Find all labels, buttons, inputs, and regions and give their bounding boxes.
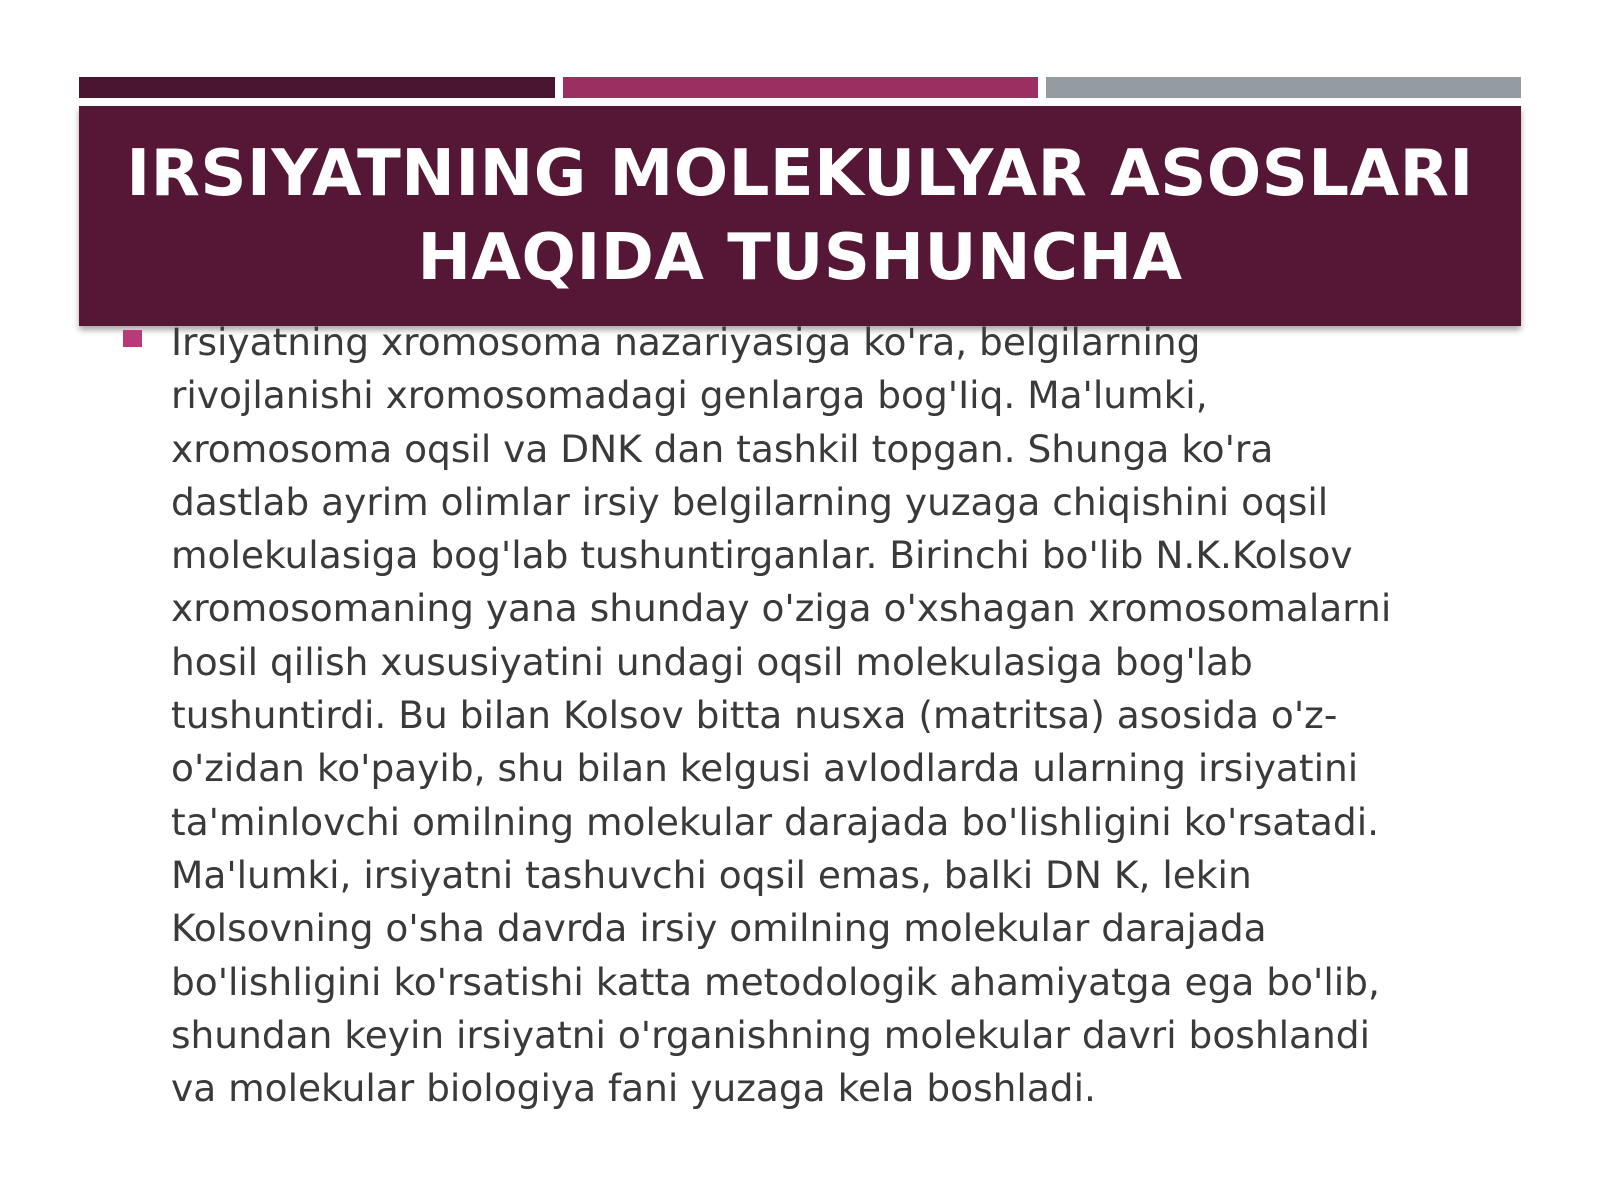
body-line: Ma'lumki, irsiyatni tashuvchi oqsil emas, balki DN K, lekin (171, 852, 1252, 897)
accent-bar-gray (1046, 77, 1521, 98)
body-line: molekulasiga bog'lab tushuntirganlar. Birinchi bo'lib N.K.Kolsov (171, 533, 1353, 578)
body-line: dastlab ayrim olimlar irsiy belgilarning yuzaga chiqishini oqsil (171, 479, 1329, 524)
body-paragraph (171, 316, 1536, 1115)
accent-bar-magenta (563, 77, 1038, 98)
body-line: xromosomaning yana shunday o'ziga o'xshagan xromosomalarni (171, 586, 1392, 631)
title-line: HAQIDA TUSHUNCHA (417, 221, 1183, 295)
body-line: xromosoma oqsil va DNK dan tashkil topgan. Shunga ko'ra (171, 426, 1274, 471)
slide-title (126, 132, 1473, 300)
body-line: bo'lishligini ko'rsatishi katta metodologik ahamiyatga ega bo'lib, (171, 959, 1380, 1004)
body-line: Irsiyatning xromosoma nazariyasiga ko'ra, belgilarning (171, 320, 1201, 364)
body-line: ta'minlovchi omilning molekular darajada bo'lishligini ko'rsatadi. (171, 799, 1380, 844)
body-line: hosil qilish xususiyatini undagi oqsil molekulasiga bog'lab (171, 639, 1253, 684)
body-line: va molekular biologiya fani yuzaga kela boshladi. (171, 1066, 1096, 1111)
body-line: o'zidan ko'payib, shu bilan kelgusi avlodlarda ularning irsiyatini (171, 746, 1359, 791)
bullet-square-icon (123, 330, 142, 347)
body-line: rivojlanishi xromosomadagi genlarga bog'Iiq. Ma'lumki, (171, 373, 1208, 418)
body-line: tushuntirdi. Bu bilan Kolsov bitta nusxa (matritsa) asosida o'z- (171, 693, 1338, 738)
title-banner (79, 106, 1521, 326)
body-line: shundan keyin irsiyatni o'rganishning molekular davri boshlandi (171, 1012, 1370, 1057)
body-line: Kolsovning o'sha davrda irsiy omilning molekular darajada (171, 906, 1267, 951)
title-line: IRSIYATNING MOLEKULYAR ASOSLARI (126, 137, 1474, 211)
accent-bar-dark (79, 77, 555, 98)
